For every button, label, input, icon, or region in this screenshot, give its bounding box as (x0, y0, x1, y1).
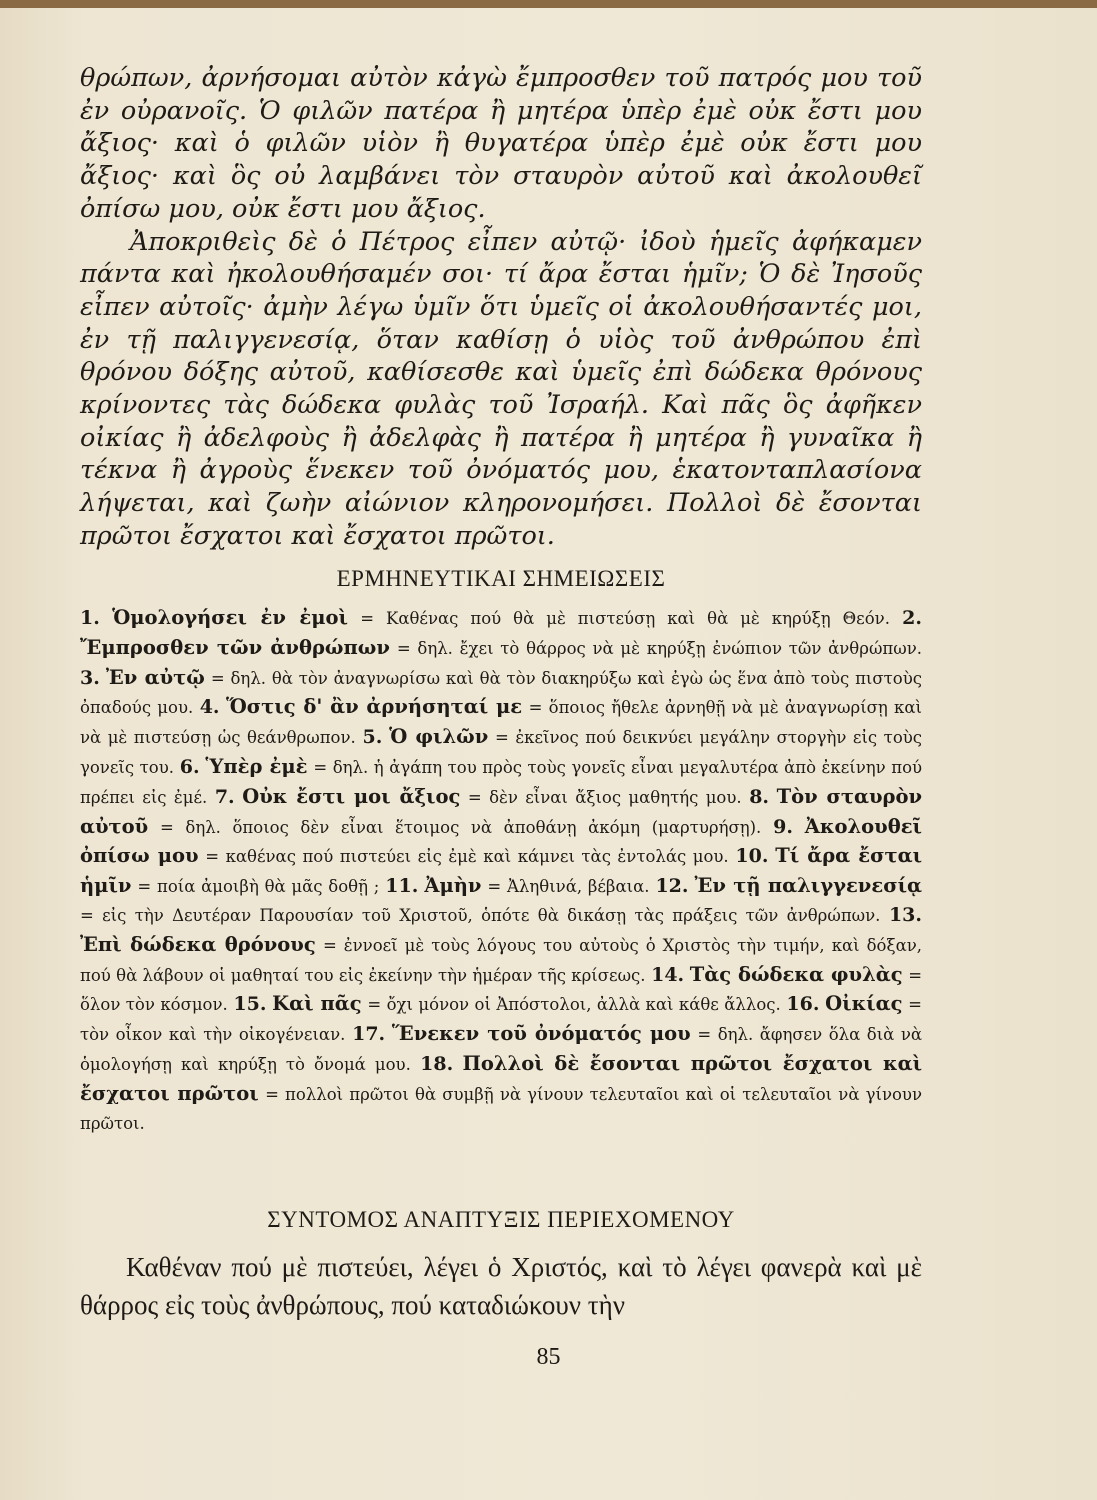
note-definition: = δηλ. ἔχει τὸ θάρρος νὰ μὲ κηρύξῃ ἐνώπιον τῶν ἀνθρώπων. (396, 638, 922, 658)
note-definition: = ὅλον τὸν κόσμον. (80, 965, 923, 1015)
scripture-text (80, 62, 922, 553)
note-item (80, 606, 890, 629)
note-number: 1. (80, 607, 100, 629)
scripture-paragraph-2: Ἀποκριθεὶς δὲ ὁ Πέτρος εἶπεν αὐτῷ· ἰδοὺ ἡμεῖς ἀφήκαμεν πάντα καὶ ἠκολουθήσαμέν σοι· τί ἄρα ἔσται ἡμῖν; Ὁ δὲ Ἰησοῦς εἶπεν αὐτοῖς· ἀμὴν λέγω ὑμῖν ὅτι ὑμεῖς οἱ ἀκολουθήσαντές μοι, ἐν τῇ παλιγγενεσίᾳ, ὅταν καθίσῃ ὁ υἱὸς τοῦ ἀνθρώπου ἐπὶ θρόνου δόξης αὐτοῦ, καθίσεσθε καὶ ὑμεῖς ἐπὶ δώδεκα θρόνους κρίνοντες τὰς δώδεκα φυλὰς τοῦ Ἰσραήλ. Καὶ πᾶς ὃς ἀφῆκεν οἰκίας ἢ ἀδελφοὺς ἢ ἀδελφὰς ἢ πατέρα ἢ μητέρα ἢ γυναῖκα ἢ τέκνα ἢ ἀγροὺς ἕνεκεν τοῦ ὀνόματός μου, ἑκατονταπλασίονα λήψεται, καὶ ζωὴν αἰώνιον κληρονομήσει. Πολλοὶ δὲ ἔσονται πρῶτοι ἔσχατοι καὶ ἔσχατοι πρῶτοι. (80, 226, 922, 551)
note-number: 13. (888, 903, 922, 926)
note-term: Τί ἄρα ἔσται ἡμῖν (80, 844, 923, 898)
note-definition: = δηλ. θὰ τὸν ἀναγνωρίσω καὶ θὰ τὸν διακηρύξω καὶ ἐγὼ ὡς ἕνα ἀπὸ τοὺς πιστοὺς ὀπαδούς μου. (80, 668, 922, 718)
note-number: 11. (385, 875, 419, 898)
note-number: 6. (179, 755, 200, 778)
note-number: 18. (420, 1052, 454, 1075)
note-term: Οἰκίας (825, 992, 903, 1016)
note-definition: = ἐκεῖνος πού δεικνύει μεγάλην στοργὴν εἰς τοὺς γονεῖς του. (80, 728, 923, 777)
note-definition: = καθένας πού πιστεύει εἰς ἐμὲ καὶ κάμνει τὰς ἐντολάς μου. (205, 847, 729, 867)
note-term: Ὑπὲρ ἐμὲ (205, 754, 308, 778)
note-term: Καὶ πᾶς (272, 992, 362, 1016)
note-number: 15. (233, 993, 267, 1016)
note-definition: = εἰς τὴν Δευτέραν Παρουσίαν τοῦ Χριστοῦ, ὁπότε θὰ δικάσῃ τὰς πράξεις τῶν ἀνθρώπων. (80, 905, 881, 925)
note-term: Πολλοὶ δὲ ἔσονται πρῶτοι ἔσχατοι καὶ ἔσχατοι πρῶτοι (80, 1051, 923, 1105)
note-definition: = πολλοὶ πρῶτοι θὰ συμβῇ νὰ γίνουν τελευταῖοι καὶ οἱ τελευταῖοι νὰ γίνουν πρῶτοι. (80, 1084, 922, 1133)
page-number: 85 (536, 1344, 561, 1370)
note-term: Ἐπὶ δώδεκα θρόνους (80, 932, 316, 956)
note-term: Τὰς δώδεκα φυλὰς (689, 962, 903, 986)
note-definition: = δηλ. ἄφησεν ὅλα διὰ νὰ ὁμολογήσῃ καὶ κηρύξῃ τὸ ὄνομά μου. (80, 1025, 923, 1074)
note-term: Ὅστις δ' ἂν ἀρνήσηταί με (225, 695, 523, 719)
note-number: 2. (902, 607, 923, 629)
note-definition: = ποία ἀμοιβὴ θὰ μᾶς δοθῇ ; (137, 877, 380, 897)
note-term: Ἐν τῇ παλιγγενεσίᾳ (694, 874, 923, 898)
note-term: Ἐν αὐτῷ (105, 665, 205, 689)
note-number: 7. (214, 785, 235, 808)
note-number: 17. (352, 1023, 386, 1046)
note-number: 10. (735, 845, 769, 868)
note-number: 14. (651, 963, 685, 986)
notes-heading: ΕΡΜΗΝΕΥΤΙΚΑΙ ΣΗΜΕΙΩΣΕΙΣ (336, 566, 666, 591)
note-number: 16. (786, 993, 820, 1016)
note-definition: = ἐννοεῖ μὲ τοὺς λόγους του αὐτοὺς ὁ Χριστὸς τὴν τιμήν, καὶ δόξαν, πού θὰ λάβουν οἱ μαθηταί του εἰς ἐκείνην τὴν ἡμέραν τῆς κρίσεως. (80, 935, 923, 985)
note-item (233, 992, 781, 1016)
note-number: 4. (199, 696, 220, 719)
note-definition: = Ἀληθινά, βέβαια. (487, 877, 650, 897)
summary-paragraph: Καθέναν πού μὲ πιστεύει, λέγει ὁ Χριστός, καὶ τὸ λέγει φανερὰ καὶ μὲ θάρρος εἰς τοὺς ἀνθρώπους, πού καταδιώκουν τὴν (80, 1252, 922, 1320)
note-term: Ὁ φιλῶν (389, 725, 489, 749)
note-number: 12. (655, 875, 689, 898)
note-definition: = Καθένας πού θὰ μὲ πιστεύσῃ καὶ θὰ μὲ κηρύξῃ Θεόν. (360, 609, 890, 628)
explanatory-notes (80, 604, 922, 1138)
note-definition: = ὅποιος ἤθελε ἀρνηθῇ νὰ μὲ ἀναγνωρίσῃ καὶ νὰ μὲ πιστεύσῃ ὡς θεάνθρωπον. (80, 698, 922, 748)
note-number: 8. (749, 785, 770, 808)
scripture-paragraph-1: θρώπων, ἀρνήσομαι αὐτὸν κἀγὼ ἔμπροσθεν τοῦ πατρός μου τοῦ ἐν οὐρανοῖς. Ὁ φιλῶν πατέρα ἢ μητέρα ὑπὲρ ἐμὲ οὐκ ἔστι μου ἄξιος· καὶ ὁ φιλῶν υἱὸν ἢ θυγατέρα ὑπὲρ ἐμὲ οὐκ ἔστι μου ἄξιος· καὶ ὃς οὐ λαμβάνει τὸν σταυρὸν αὐτοῦ καὶ ἀκολουθεῖ ὀπίσω μου, οὐκ ἔστι μου ἄξιος. (80, 63, 922, 224)
summary-section (80, 1248, 922, 1324)
note-definition: = τὸν οἶκον καὶ τὴν οἰκογένειαν. (80, 995, 922, 1045)
note-term: Ἀκολουθεῖ ὀπίσω μου (80, 814, 922, 868)
note-number: 9. (773, 815, 793, 838)
note-number: 3. (80, 666, 100, 689)
note-definition: = δὲν εἶναι ἄξιος μαθητής μου. (467, 787, 742, 807)
note-item (214, 784, 742, 808)
note-term: Τὸν σταυρὸν αὐτοῦ (80, 784, 923, 838)
note-definition: = δηλ. ἡ ἀγάπη του πρὸς τοὺς γονεῖς εἶναι μεγαλυτέρα ἀπὸ ἐκείνην πού πρέπει εἰς ἐμέ. (80, 757, 923, 807)
note-term: Ἕνεκεν τοῦ ὀνόματός μου (391, 1022, 691, 1046)
note-term: Ὁμολογήσει ἐν ἐμοὶ (112, 606, 348, 629)
note-term: Ἔμπροσθεν τῶν ἀνθρώπων (80, 635, 390, 659)
note-term: Ἀμὴν (424, 874, 482, 898)
note-definition: = δηλ. ὅποιος δὲν εἶναι ἕτοιμος νὰ ἀποθάνῃ ἀκόμη (μαρτυρήσῃ). (160, 817, 762, 837)
note-number: 5. (362, 726, 383, 749)
note-definition: = ὄχι μόνον οἱ Ἀπόστολοι, ἀλλὰ καὶ κάθε ἄλλος. (367, 995, 781, 1015)
note-term: Οὐκ ἔστι μοι ἄξιος (242, 784, 461, 808)
note-item (385, 874, 650, 898)
summary-heading: ΣΥΝΤΟΜΟΣ ΑΝΑΠΤΥΞΙΣ ΠΕΡΙΕΧΟΜΕΝΟΥ (267, 1207, 735, 1232)
page-top-edge (0, 0, 1097, 8)
